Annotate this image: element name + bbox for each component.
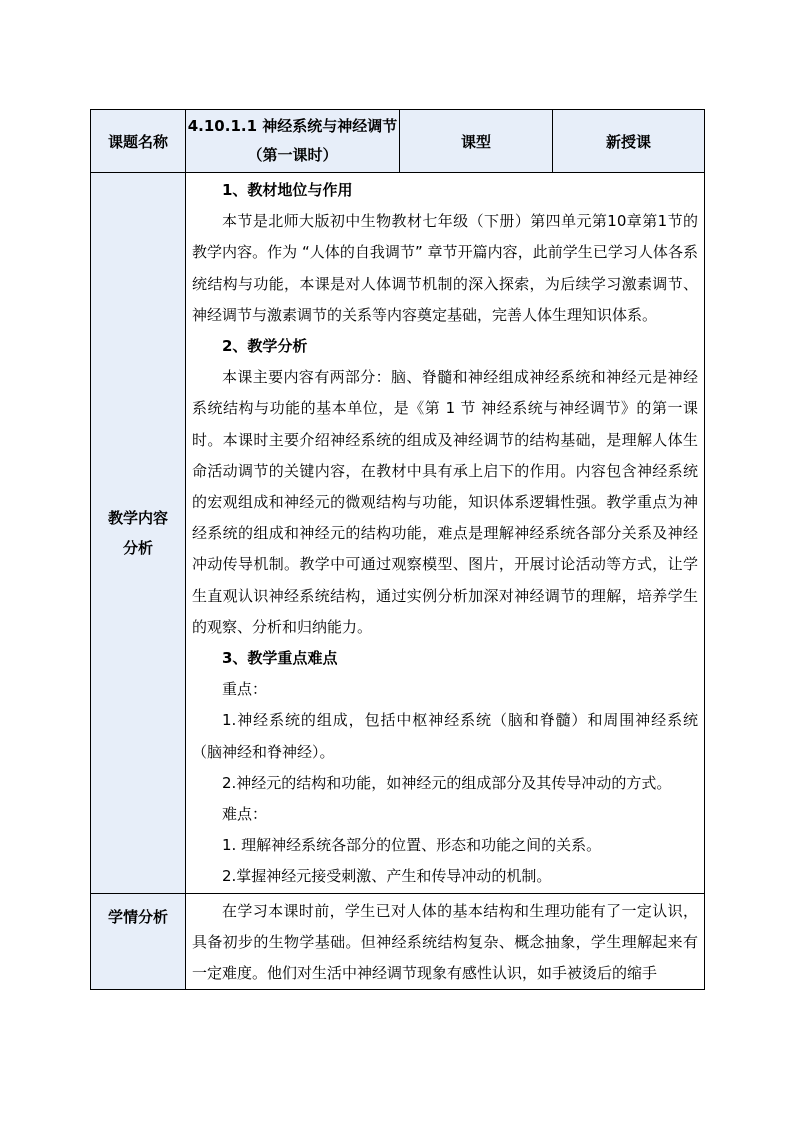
key-point-2: 2.神经元的结构和功能，如神经元的组成部分及其传导冲动的方式。 <box>222 773 672 792</box>
lesson-type-label: 课型 <box>400 110 553 173</box>
lesson-plan-table <box>90 109 705 990</box>
section-paragraph-analysis: 本课主要内容有两部分：脑、脊髓和神经组成神经系统和神经元是神经系统结构与功能的基本单位，是《第 1 节 神经系统与神经调节》的第一课时。本课时主要介绍神经系统的组成及神经调节的结构基础，是理解人体生命活动调节的关键内容，在教材中具有承上启下的作用。内容包含神经系统的宏观组成和神经元的微观结构与功能，知识体系逻辑性强。教学重点为神经系统的组成和神经元的结构功能，难点是理解神经系统各部分关系及神经冲动传导机制。教学中可通过观察模型、图片，开展讨论活动等方式，让学生直观认识神经系统结构，通过实例分析加深对神经调节的理解，培养学生的观察、分析和归纳能力。 <box>192 368 698 636</box>
section-heading-position: 1、教材地位与作用 <box>222 181 353 199</box>
difficult-point-1: 1. 理解神经系统各部分的位置、形态和功能之间的关系。 <box>222 836 602 855</box>
key-point-1: 1.神经系统的组成，包括中枢神经系统（脑和脊髓）和周围神经系统（脑神经和脊神经）。 <box>192 711 698 761</box>
section-heading-analysis: 2、教学分析 <box>222 337 308 356</box>
section-heading-key-difficult: 3、教学重点难点 <box>222 649 338 668</box>
difficult-point-2: 2.掌握神经元接受刺激、产生和传导冲动的机制。 <box>222 867 552 886</box>
content-analysis-row <box>91 173 705 894</box>
content-analysis-body <box>186 173 705 894</box>
section-paragraph-position: 本节是北师大版初中生物教材七年级（下册）第四单元第10章第1节的教学内容。作为 “人体的自我调节” 章节开篇内容，此前学生已学习人体各系统结构与功能，本课是对人体调节机制的深入探索，为后续学习激素调节、神经调节与激素调节的关系等内容奠定基础，完善人体生理知识体系。 <box>192 212 698 324</box>
learner-analysis-row <box>91 893 705 990</box>
learner-analysis-body <box>186 893 705 990</box>
content-analysis-label <box>91 173 186 894</box>
learner-analysis-label: 学情分析 <box>91 893 186 990</box>
key-points-label: 重点： <box>222 680 268 699</box>
lesson-title-value: 4.10.1.1 神经系统与神经调节（第一课时） <box>186 110 400 173</box>
learner-analysis-paragraph: 在学习本课时前，学生已对人体的基本结构和生理功能有了一定认识，具备初步的生物学基础。但神经系统结构复杂、概念抽象，学生理解起来有一定难度。他们对生活中神经调节现象有感性认识，如手被烫后的缩手 <box>192 901 698 983</box>
lesson-type-value: 新授课 <box>553 110 705 173</box>
lesson-title-label: 课题名称 <box>91 110 186 173</box>
difficult-points-label: 难点： <box>222 805 268 824</box>
content-analysis-label-text: 教学内容分析 <box>107 508 168 557</box>
header-row <box>91 110 705 173</box>
